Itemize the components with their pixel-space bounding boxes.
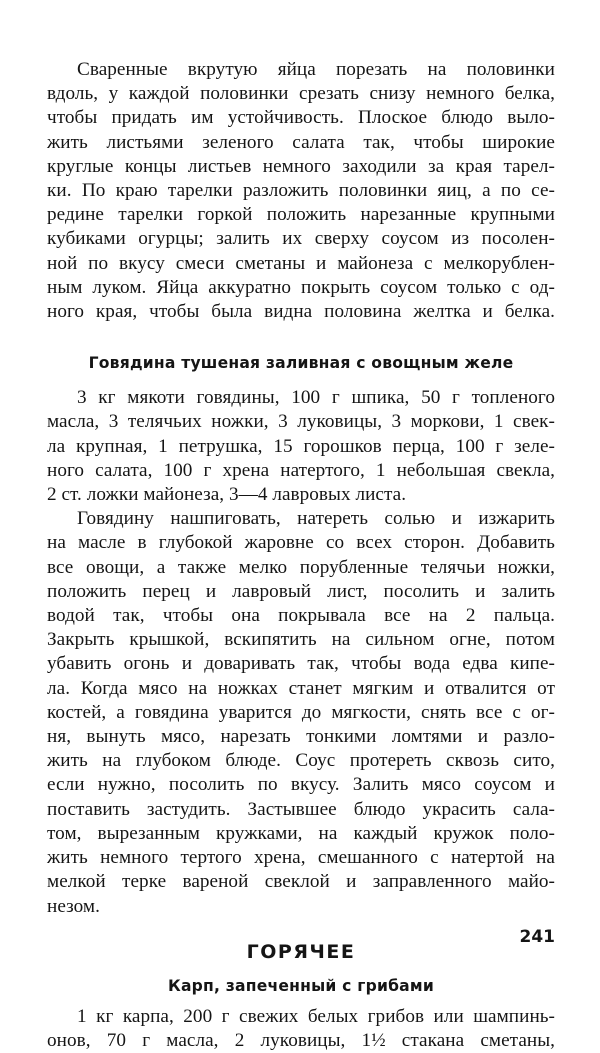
- text-line: онов, 70 г масла, 2 луковицы, 1½ стакана сметаны,: [47, 1029, 555, 1051]
- text-line: ла. Когда мясо на ножках станет мягким и отвалится от: [47, 677, 555, 699]
- text-line: ного салата, 100 г хрена натертого, 1 небольшая свекла,: [47, 459, 555, 481]
- text-line: поставить застудить. Застывшее блюдо украсить сала-: [47, 798, 555, 820]
- text-line: на масле в глубокой жаровне со всех сторон. Добавить: [47, 532, 555, 554]
- text-line: редине тарелки горкой положить нарезанные крупными: [47, 204, 555, 226]
- text-line: ного края, чтобы была видна половина желтка и белка.: [47, 301, 555, 323]
- text-line: убавить огонь и доваривать так, чтобы вода едва кипе-: [47, 653, 555, 675]
- text-line: ным луком. Яйца аккуратно покрыть соусом только с од-: [47, 276, 555, 298]
- text-line: если нужно, посолить по вкусу. Залить мясо соусом и: [47, 774, 555, 796]
- text-line: ки. По краю тарелки разложить половинки яиц, а по се-: [47, 180, 555, 202]
- text-line: 2 ст. ложки майонеза, 3—4 лавровых листа.: [47, 484, 407, 506]
- recipe-title-carp: Карп, запеченный с грибами: [168, 976, 434, 995]
- section-title-hot-dishes: ГОРЯЧЕЕ: [246, 940, 356, 963]
- carp-ingredients-paragraph: [47, 1005, 555, 1053]
- text-line: чтобы придать им устойчивость. Плоское блюдо выло-: [47, 107, 555, 129]
- text-line: положить перец и лавровый лист, посолить и залить: [47, 580, 555, 602]
- text-line: Закрыть крышкой, вскипятить на сильном огне, потом: [47, 629, 555, 651]
- beef-ingredients-paragraph: [47, 386, 555, 507]
- text-line: кубиками огурцы; залить их сверху соусом из посолен-: [47, 228, 555, 250]
- text-line: незом.: [47, 895, 100, 917]
- text-line: жить на глубоком блюде. Соус протереть сквозь сито,: [47, 750, 555, 772]
- text-line: том, вырезанным кружками, на каждый кружок поло-: [47, 822, 555, 844]
- text-line: все овощи, а также мелко порубленные телячьи ножки,: [47, 556, 555, 578]
- text-line: жить немного тертого хрена, смешанного с натертой на: [47, 847, 555, 869]
- beef-method-paragraph: [47, 507, 555, 918]
- text-line: вдоль, у каждой половинки срезать снизу немного белка,: [47, 83, 555, 105]
- book-page: [47, 58, 555, 1051]
- intro-paragraph: [47, 58, 555, 324]
- text-line: 3 кг мякоти говядины, 100 г шпика, 50 г топленого: [77, 387, 555, 409]
- text-line: 1 кг карпа, 200 г свежих белых грибов или шампинь-: [77, 1005, 555, 1027]
- text-line: ла крупная, 1 петрушка, 15 горошков перца, 100 г зеле-: [47, 435, 555, 457]
- text-line: водой так, чтобы она покрывала все на 2 пальца.: [47, 605, 555, 627]
- text-line: круглые концы листьев немного заходили за края тарел-: [47, 155, 555, 177]
- text-line: Сваренные вкрутую яйца порезать на половинки: [77, 59, 555, 80]
- text-line: мелкой терке вареной свеклой и заправленного майо-: [47, 871, 555, 893]
- text-line: Говядину нашпиговать, натереть солью и изжарить: [77, 508, 555, 530]
- page-number: 241: [519, 927, 555, 947]
- text-line: костей, а говядина уварится до мягкости, снять все с ог-: [47, 701, 555, 723]
- text-line: ня, вынуть мясо, нарезать тонкими ломтями и разло-: [47, 726, 555, 748]
- text-line: масла, 3 телячьих ножки, 3 луковицы, 3 моркови, 1 свек-: [47, 411, 555, 433]
- text-line: жить листьями зеленого салата так, чтобы широкие: [47, 131, 555, 153]
- text-line: ной по вкусу смеси сметаны и майонеза с мелкорублен-: [47, 252, 555, 274]
- recipe-title-beef: Говядина тушеная заливная с овощным желе: [88, 354, 514, 373]
